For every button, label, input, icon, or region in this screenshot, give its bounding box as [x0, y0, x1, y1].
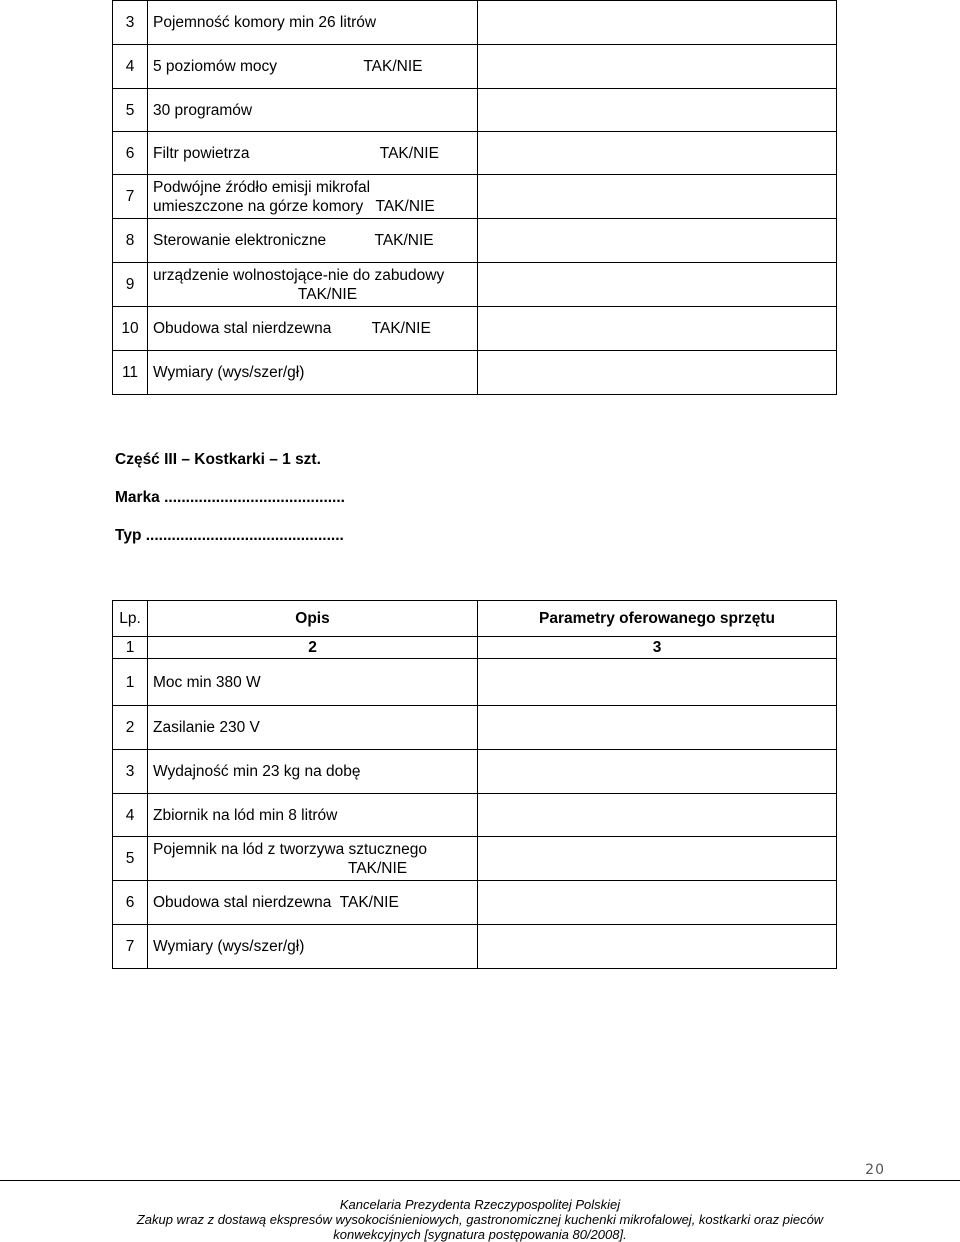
table-row	[113, 794, 837, 837]
table-row	[113, 881, 837, 925]
column-header-lp: Lp.	[113, 601, 148, 637]
row-parameter-cell[interactable]	[478, 263, 837, 307]
table-row	[113, 89, 837, 132]
row-number: 8	[113, 219, 148, 263]
table-row	[113, 219, 837, 263]
row-description	[148, 307, 478, 351]
row-number: 6	[113, 881, 148, 925]
row-number: 5	[113, 89, 148, 132]
row-parameter-cell[interactable]	[478, 706, 837, 750]
spec-table-microwave	[112, 0, 837, 395]
row-description: Pojemność komory min 26 litrów	[148, 1, 478, 45]
table-row	[113, 45, 837, 89]
column-number: 1	[113, 637, 148, 659]
row-description: Wydajność min 23 kg na dobę	[148, 750, 478, 794]
row-number: 5	[113, 837, 148, 881]
row-number: 4	[113, 45, 148, 89]
column-header-param: Parametry oferowanego sprzętu	[478, 601, 837, 637]
column-number: 2	[148, 637, 478, 659]
row-parameter-cell[interactable]	[478, 89, 837, 132]
row-number: 10	[113, 307, 148, 351]
table-row	[113, 750, 837, 794]
tak-nie-label: TAK/NIE	[297, 285, 358, 303]
row-description-text: umieszczone na górze komory	[153, 197, 364, 215]
table-row	[113, 263, 837, 307]
tak-nie-label: TAK/NIE	[363, 58, 423, 75]
row-parameter-cell[interactable]	[478, 307, 837, 351]
table-row	[113, 351, 837, 395]
footer-line-2: Zakup wraz z dostawą ekspresów wysokociśnieniowych, gastronomicznej kuchenki mikrofalowej, kostkarki oraz pieców	[136, 1212, 824, 1227]
footer-line-3: konwekcyjnych [sygnatura postępowania 80/2008].	[333, 1227, 627, 1242]
table-row	[113, 837, 837, 881]
row-number: 11	[113, 351, 148, 395]
row-number: 6	[113, 132, 148, 175]
row-number: 4	[113, 794, 148, 837]
row-description: Zbiornik na lód min 8 litrów	[148, 794, 478, 837]
row-description	[148, 837, 478, 881]
row-number: 7	[113, 925, 148, 969]
table-row	[113, 925, 837, 969]
row-parameter-cell[interactable]	[478, 132, 837, 175]
table-row	[113, 307, 837, 351]
row-description	[148, 263, 478, 307]
page-number: 20	[865, 1162, 885, 1178]
table-row	[113, 132, 837, 175]
row-description	[148, 132, 478, 175]
brand-field-label: Marka ..........................................	[115, 489, 345, 506]
row-description-text: Obudowa stal nierdzewna	[153, 894, 332, 911]
row-number: 3	[113, 750, 148, 794]
row-parameter-cell[interactable]	[478, 175, 837, 219]
tak-nie-label: TAK/NIE	[348, 859, 408, 877]
type-field-label: Typ ..............................................	[115, 527, 344, 544]
row-description-text: Podwójne źródło emisji mikrofal	[153, 178, 371, 196]
row-description-text: Pojemnik na lód z tworzywa sztucznego	[153, 840, 427, 858]
row-description-text: Sterowanie elektroniczne	[153, 232, 327, 249]
row-number: 9	[113, 263, 148, 307]
section-title: Część III – Kostkarki – 1 szt.	[115, 451, 321, 468]
table-row	[113, 706, 837, 750]
column-header-opis: Opis	[148, 601, 478, 637]
footer-divider	[0, 1180, 960, 1181]
row-parameter-cell[interactable]	[478, 45, 837, 89]
row-description	[148, 881, 478, 925]
row-description-text: Obudowa stal nierdzewna	[153, 320, 332, 337]
row-number: 1	[113, 659, 148, 706]
row-description-text: urządzenie wolnostojące-nie do zabudowy	[153, 266, 445, 284]
row-description: Moc min 380 W	[148, 659, 478, 706]
row-parameter-cell[interactable]	[478, 837, 837, 881]
row-description	[148, 219, 478, 263]
table-row	[113, 1, 837, 45]
row-description-text: 5 poziomów mocy	[153, 58, 278, 75]
table-header-row	[113, 601, 837, 637]
row-description: Wymiary (wys/szer/gł)	[148, 925, 478, 969]
row-parameter-cell[interactable]	[478, 925, 837, 969]
tak-nie-label: TAK/NIE	[379, 144, 439, 162]
row-parameter-cell[interactable]	[478, 659, 837, 706]
tak-nie-label: TAK/NIE	[339, 894, 399, 911]
table-row	[113, 659, 837, 706]
tak-nie-label: TAK/NIE	[371, 320, 431, 337]
row-number: 2	[113, 706, 148, 750]
row-description: Wymiary (wys/szer/gł)	[148, 351, 478, 395]
footer-line-1: Kancelaria Prezydenta Rzeczypospolitej Polskiej	[339, 1197, 621, 1212]
row-parameter-cell[interactable]	[478, 881, 837, 925]
row-description	[148, 45, 478, 89]
row-parameter-cell[interactable]	[478, 750, 837, 794]
table-row	[113, 175, 837, 219]
spec-table-ice-maker	[112, 600, 837, 969]
row-number: 3	[113, 1, 148, 45]
row-parameter-cell[interactable]	[478, 794, 837, 837]
row-description: 30 programów	[148, 89, 478, 132]
column-number: 3	[478, 637, 837, 659]
row-parameter-cell[interactable]	[478, 351, 837, 395]
row-description: Zasilanie 230 V	[148, 706, 478, 750]
row-number: 7	[113, 175, 148, 219]
row-description	[148, 175, 478, 219]
column-number-row	[113, 637, 837, 659]
tak-nie-label: TAK/NIE	[374, 232, 434, 249]
row-parameter-cell[interactable]	[478, 219, 837, 263]
row-description-text: Filtr powietrza	[153, 144, 250, 162]
row-parameter-cell[interactable]	[478, 1, 837, 45]
tak-nie-label: TAK/NIE	[375, 197, 435, 215]
